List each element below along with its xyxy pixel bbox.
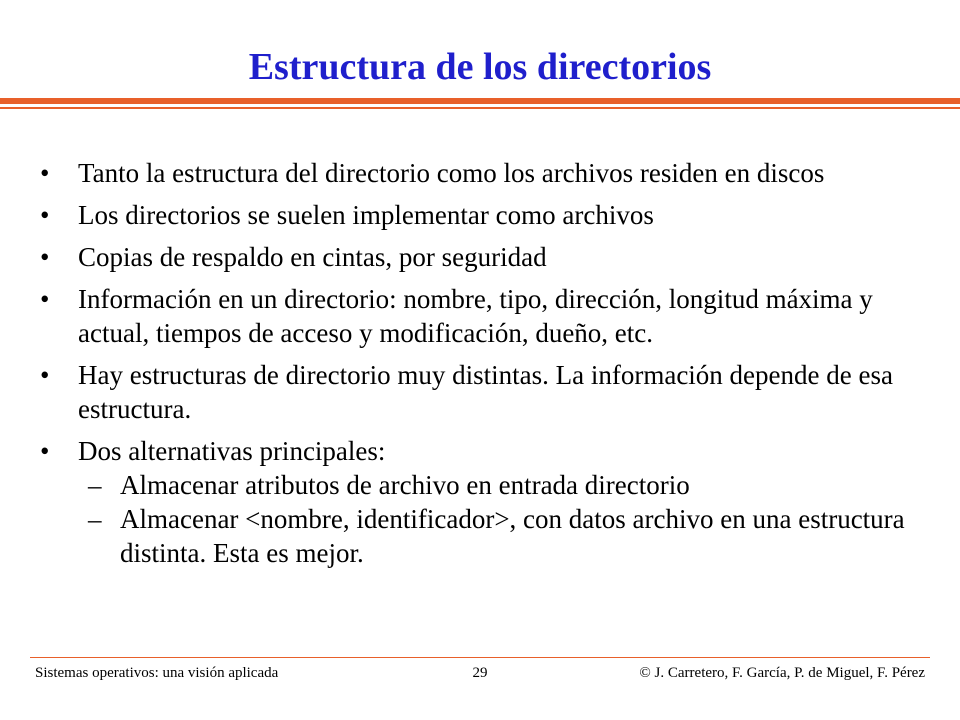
bullet-item <box>0 434 960 570</box>
bullet-marker: • <box>40 360 50 390</box>
sub-bullet-item <box>78 502 920 570</box>
footer-divider <box>30 657 930 658</box>
sub-bullet-marker: – <box>88 504 102 534</box>
bullet-text: Hay estructuras de directorio muy distintas. La información depende de esa estructura. <box>78 360 893 424</box>
bullet-marker: • <box>40 158 50 188</box>
bullet-item <box>0 282 960 350</box>
footer-book-title: Sistemas operativos: una visión aplicada <box>35 665 279 681</box>
bullet-text: Dos alternativas principales: <box>78 436 386 466</box>
bullet-text: Información en un directorio: nombre, tipo, dirección, longitud máxima y actual, tiempos de acceso y modificación, dueño, etc. <box>78 284 873 348</box>
bullet-item <box>0 358 960 426</box>
bullet-marker: • <box>40 200 50 230</box>
bullet-marker: • <box>40 436 50 466</box>
footer-copyright: © J. Carretero, F. García, P. de Miguel, F. Pérez <box>639 665 925 681</box>
bullet-text: Los directorios se suelen implementar como archivos <box>78 200 654 230</box>
title-underline-thick <box>0 98 960 104</box>
sub-bullet-item <box>78 468 920 502</box>
bullet-text: Copias de respaldo en cintas, por seguridad <box>78 242 547 272</box>
page-number: 29 <box>472 665 488 681</box>
bullet-item <box>0 156 960 190</box>
sub-bullet-list <box>78 468 920 570</box>
sub-bullet-text: Almacenar atributos de archivo en entrada directorio <box>120 470 690 500</box>
bullet-marker: • <box>40 284 50 314</box>
bullet-item <box>0 240 960 274</box>
slide-title: Estructura de los directorios <box>248 46 712 88</box>
bullet-item <box>0 198 960 232</box>
sub-bullet-text: Almacenar <nombre, identificador>, con datos archivo en una estructura distinta. Esta es mejor. <box>120 504 905 568</box>
sub-bullet-marker: – <box>88 470 102 500</box>
bullet-marker: • <box>40 242 50 272</box>
title-underline-thin <box>0 107 960 109</box>
bullet-text: Tanto la estructura del directorio como los archivos residen en discos <box>78 158 825 188</box>
bullet-list <box>0 156 960 578</box>
